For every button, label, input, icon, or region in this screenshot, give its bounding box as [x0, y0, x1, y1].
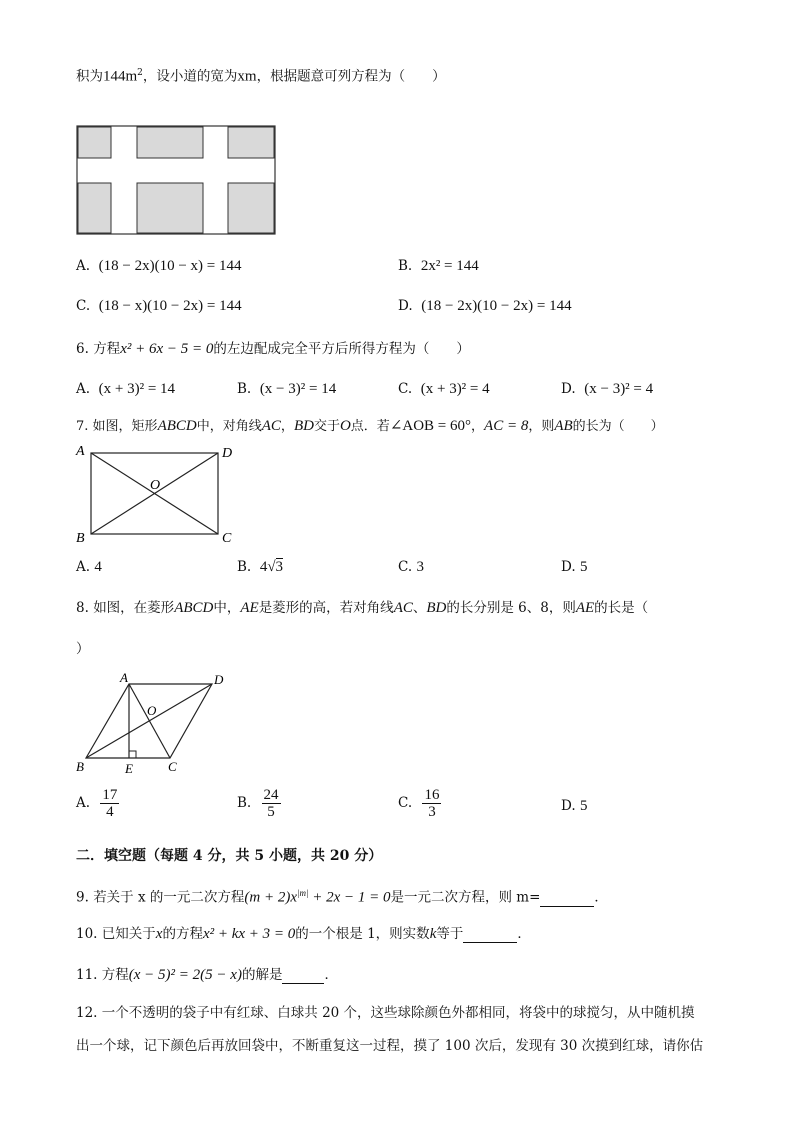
q8-option-a[interactable]	[76, 787, 119, 820]
q6-stem-a: 方程	[93, 341, 121, 357]
q6-option-a[interactable]	[76, 380, 175, 398]
option-expr: 5	[579, 559, 588, 575]
q9-number: 9.	[76, 889, 89, 906]
q11-stem	[76, 966, 338, 984]
numerator: 17	[102, 787, 118, 803]
q7-stem-a: 如图，矩形	[92, 419, 158, 434]
denominator: 5	[267, 804, 275, 820]
q7-given: AC = 8	[484, 418, 529, 434]
q6-equation: x² + 6x − 5 = 0	[120, 341, 214, 357]
q7-label-a: A	[76, 444, 85, 459]
q10-equation: x² + kx + 3 = 0	[202, 926, 296, 942]
option-expr: 3	[416, 559, 424, 575]
option-label: D.	[561, 798, 576, 814]
q7-option-a[interactable]	[76, 558, 102, 576]
option-label: A.	[76, 258, 91, 274]
option-expr: 2x² = 144	[420, 258, 479, 274]
q6-stem-b: 的左边配成完全平方后所得方程为（ ）	[213, 341, 470, 357]
option-label: B.	[398, 258, 413, 274]
q7-rect-name: ABCD	[157, 418, 197, 434]
q7-label-c: C	[222, 531, 232, 546]
q8-rhombus-figure	[74, 670, 244, 778]
q9-stem-a: 若关于 x 的一元二次方程	[93, 889, 245, 906]
q12-number: 12.	[76, 1005, 98, 1021]
q8-number: 8.	[76, 600, 89, 616]
option-expr: (18 − 2x)(10 − 2x) = 144	[421, 298, 572, 314]
q7-comma: ，	[471, 419, 485, 434]
q5-option-d[interactable]	[398, 297, 572, 315]
q9-end: ．	[594, 889, 608, 906]
denominator: 4	[106, 804, 114, 820]
option-label: C.	[398, 559, 413, 575]
q7-target: AB	[554, 418, 573, 434]
q7-stem	[76, 417, 664, 436]
fraction	[262, 787, 281, 820]
q5-option-b[interactable]	[398, 257, 479, 275]
q8-label-a: A	[120, 670, 128, 685]
q7-option-d[interactable]	[561, 558, 587, 576]
radical-sign: √	[267, 559, 276, 575]
q11-end: ．	[324, 967, 338, 983]
option-expr: (18 − 2x)(10 − x) = 144	[98, 258, 242, 274]
q5-option-a[interactable]	[76, 257, 242, 275]
option-label: A.	[76, 795, 91, 811]
q8-stem-b: 中，	[213, 600, 241, 616]
q10-stem	[76, 925, 531, 943]
q7-number: 7.	[76, 419, 89, 434]
option-label: A.	[76, 381, 91, 397]
option-expr: (x − 3)² = 4	[584, 381, 654, 397]
option-expr: 4	[259, 559, 268, 575]
option-label: B.	[237, 381, 252, 397]
q5-stem-mid: ，设小道的宽为	[142, 68, 238, 85]
section-fill-in-title: 二．填空题（每题 4 分，共 5 小题，共 20 分）	[76, 848, 383, 864]
q8-label-o: O	[147, 703, 157, 718]
q5-option-c[interactable]	[76, 297, 242, 315]
q11-equation: (x − 5)² = 2(5 − x)	[128, 967, 242, 983]
q5-stem-end: ，根据题意可列方程为（ ）	[256, 68, 446, 85]
q7-diag1: AC	[261, 418, 281, 434]
option-label: C.	[76, 298, 91, 314]
q7-stem-b: 中，对角线	[196, 419, 262, 434]
option-label: D.	[561, 381, 576, 397]
q8-ac: AC	[393, 600, 413, 616]
q10-x: x	[155, 926, 163, 942]
option-label: B.	[237, 559, 252, 575]
q9-expr-b: + 2x − 1 = 0	[308, 889, 391, 906]
q10-stem-c: 的一个根是 1，则实数	[295, 926, 430, 942]
q8-stem-d: 的长分别是 6、8，则	[446, 600, 576, 616]
option-expr: 4	[94, 559, 102, 575]
q12-line-2: 出一个球，记下颜色后再放回袋中，不断重复这一过程，摸了 100 次后，发现有 30 次摸到红球，请你估	[76, 1038, 704, 1054]
q7-point: O	[339, 418, 351, 434]
q7-stem-d: 点．若	[350, 419, 390, 434]
q8-close: ）	[76, 641, 90, 657]
q7-option-c[interactable]	[398, 558, 424, 576]
q8-dun: 、	[412, 600, 427, 616]
option-expr: (x + 3)² = 14	[98, 381, 176, 397]
q8-stem	[76, 599, 648, 617]
q8-label-d: D	[214, 672, 224, 687]
q8-label-b: B	[76, 759, 84, 774]
q8-option-d[interactable]	[561, 797, 587, 815]
radicand: 3	[275, 559, 284, 575]
q8-ae2: AE	[575, 600, 595, 616]
q7-stem-e: ，则	[528, 419, 555, 434]
q8-label-c: C	[168, 759, 177, 774]
q10-end: ．	[517, 926, 531, 942]
q11-answer-blank[interactable]	[282, 969, 324, 984]
q8-ae: AE	[240, 600, 259, 616]
numerator: 24	[263, 787, 279, 803]
option-expr: 5	[579, 798, 588, 814]
q5-var-name: xm	[237, 68, 257, 85]
q9-stem-b: 是一元二次方程，则 m=	[390, 889, 541, 906]
q7-diag2: BD	[293, 418, 314, 434]
option-expr: (x + 3)² = 4	[420, 381, 490, 397]
q7-stem-f: 的长为（ ）	[572, 419, 664, 434]
q8-stem-e: 的长是（	[594, 600, 649, 616]
q12-line-1	[76, 1004, 695, 1022]
q5-stem-prefix: 积为	[76, 68, 103, 85]
numerator: 16	[424, 787, 440, 803]
q6-option-c[interactable]	[398, 380, 490, 398]
q9-expr-a: (m + 2)x	[244, 889, 297, 906]
q7-angle: ∠AOB = 60°	[389, 418, 472, 434]
option-expr: (x − 3)² = 14	[259, 381, 337, 397]
q8-option-b[interactable]	[237, 787, 281, 820]
option-label: D.	[561, 559, 576, 575]
option-label: C.	[398, 381, 413, 397]
q6-number: 6.	[76, 341, 89, 357]
q9-answer-blank[interactable]	[540, 892, 594, 907]
option-expr: (18 − x)(10 − 2x) = 144	[98, 298, 242, 314]
q9-stem	[76, 884, 608, 907]
fraction	[422, 787, 441, 820]
q12-text-1: 一个不透明的袋子中有红球、白球共 20 个，这些球除颜色外都相同，将袋中的球搅匀，从中随机摸	[101, 1005, 695, 1021]
option-label: A.	[76, 559, 91, 575]
q8-option-c[interactable]	[398, 787, 441, 820]
q7-stem-c: 交于	[313, 419, 340, 434]
q11-stem-a: 方程	[101, 967, 129, 983]
q8-label-e: E	[125, 761, 133, 776]
q5-garden-figure	[76, 125, 278, 237]
q7-label-b: B	[76, 531, 85, 546]
fraction	[100, 787, 119, 820]
q10-k: k	[429, 926, 437, 942]
q10-number: 10.	[76, 926, 98, 942]
q9-exponent: |m|	[297, 888, 309, 898]
q7-label-o: O	[150, 478, 161, 493]
q6-stem	[76, 340, 470, 358]
option-label: C.	[398, 795, 413, 811]
q10-stem-d: 等于	[436, 926, 464, 942]
q6-option-b[interactable]	[237, 380, 336, 398]
q8-stem-c: 是菱形的高，若对角线	[258, 600, 394, 616]
q11-stem-b: 的解是	[241, 967, 283, 983]
q8-name: ABCD	[174, 600, 214, 616]
q7-label-d: D	[222, 446, 233, 461]
q5-stem	[76, 64, 446, 86]
option-label: B.	[237, 795, 252, 811]
q8-stem-a: 如图，在菱形	[93, 600, 175, 616]
q6-option-d[interactable]	[561, 380, 653, 398]
q10-stem-b: 的方程	[162, 926, 203, 942]
q7-option-b[interactable]	[237, 558, 283, 576]
q8-stem-close	[76, 640, 90, 658]
q5-area-value: 144m	[103, 68, 138, 85]
q11-number: 11.	[76, 967, 98, 983]
q7-rectangle-figure	[74, 440, 244, 548]
denominator: 3	[428, 804, 436, 820]
q10-answer-blank[interactable]	[463, 928, 517, 943]
q8-bd: BD	[426, 600, 447, 616]
q10-stem-a: 已知关于	[101, 926, 156, 942]
q5-area-sup: 2	[137, 68, 143, 78]
option-label: D.	[398, 298, 413, 314]
q7-sep: ，	[280, 419, 294, 434]
